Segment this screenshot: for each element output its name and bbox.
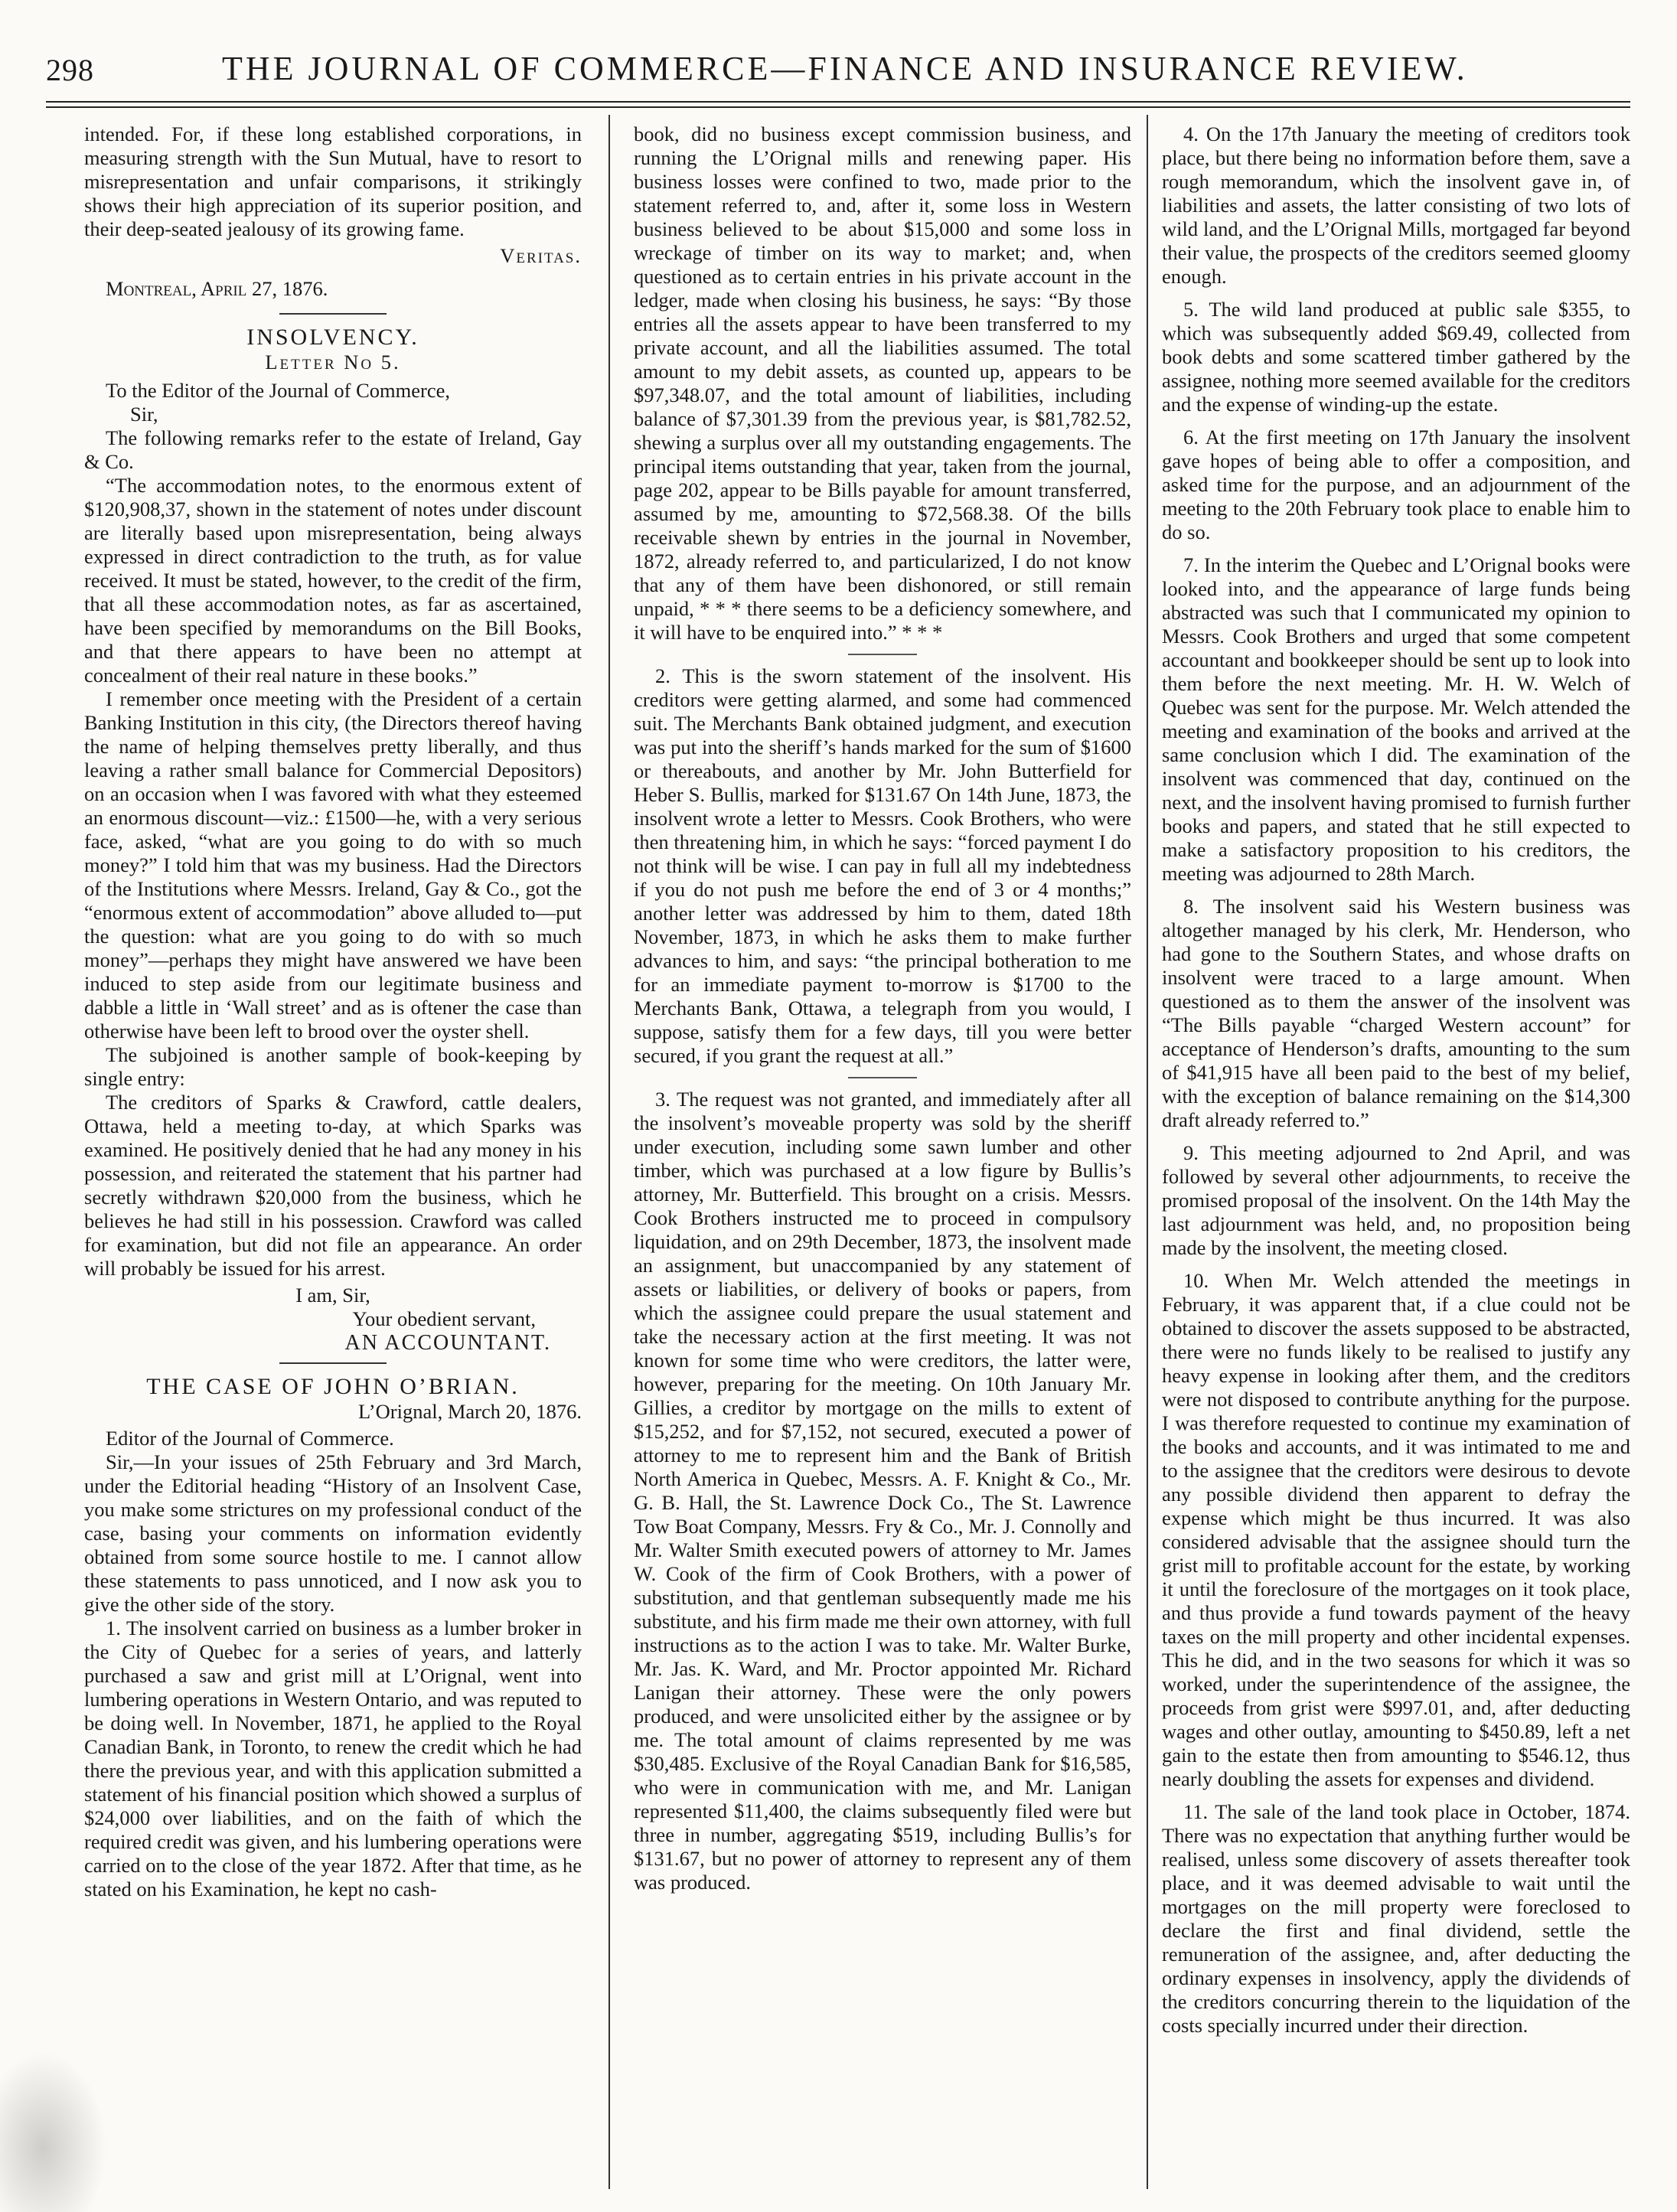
paragraph-rule: [848, 1077, 917, 1078]
paragraph: intended. For, if these long established corporations, in measuring strength with the Sun Mutual, have to resort to misrepresentation and unfair comparisons, it strikingly shows their high appreciation of its superior position, and their deep-seated jealousy of its growing fame.: [84, 122, 582, 240]
paragraph: “The accommodation notes, to the enormous extent of $120,908,37, shown in the statement of notes under discount are literally based upon misrepresentation, being always expressed in direct contradiction to the truth, as for value received. It must be stated, however, to the credit of the firm, that all these accommodation notes, as far as ascertained, have been specified by memorandums on the Bill Books, and that there appears to have been no attempt at concealment of their real nature in these books.”: [84, 474, 582, 687]
paragraph: 5. The wild land produced at public sale $355, to which was subsequently added $69.49, collected from book debts and some scattered timber gathered by the assignee, nothing more seemed available for the creditors and the expense of winding-up the estate.: [1162, 298, 1630, 416]
paragraph: book, did no business except commission business, and running the L’Orignal mills and renewing paper. His business losses were confined to two, made prior to the statement referred to, and, after it, some loss in Western business believed to be about $15,000 and some loss in wreckage of timber on its way to market; and, when questioned as to certain entries in his private account in the ledger, made when closing his business, he says: “By those entries all the assets appear to have been transferred to my private account, and all the liabilities assumed. The total amount to my debit assets, as counted up, appears to be $97,348.07, and the total amount of liabilities, including balance of $7,301.39 from the previous year, is $81,782.52, shewing a surplus over all my outstanding engagements. The principal items outstanding that year, taken from the journal, page 202, appear to be Bills payable for amount transferred, assumed by me, amounting to $72,568.38. Of the bills receivable shewn by entries in the journal in November, 1872, already referred to, and particularized, I do not know that any of them have been dishonored, or still remain unpaid, * * * there seems to be a deficiency somewhere, and it will have to be enquired into.” * * *: [634, 122, 1131, 644]
paragraph: The creditors of Sparks & Crawford, cattle dealers, Ottawa, held a meeting to-day, at which Sparks was examined. He positively denied that he had any money in his possession, and reiterated the statement that his partner had secretly withdrawn $20,000 from the business, which he believes he had still in his possession. Crawford was called for examination, but did not file an appearance. An order will probably be issued for his arrest.: [84, 1091, 582, 1280]
header-rule: [46, 101, 1630, 108]
paragraph: I remember once meeting with the President of a certain Banking Institution in this city, (the Directors thereof having the name of helping themselves pretty liberally, and thus leaving a rather small balance for Commercial Depositors) on an occasion when I was favored with what they esteemed an enormous discount—viz.: £1500—he, with a very serious face, asked, “what are you going to do with so much money?” I told him that was my business. Had the Directors of the Institutions where Messrs. Ireland, Gay & Co., got the “enormous extent of accommodation” above alluded to—put the question: what are you going to do with so much money”—perhaps they might have answered we have been induced to step aside from our legitimate business and dabble a little in ‘Wall street’ and as is oftener the case than otherwise have been left to brood over the oyster shell.: [84, 687, 582, 1042]
print-smudge: [0, 2051, 107, 2212]
paragraph: 4. On the 17th January the meeting of creditors took place, but there being no information before them, save a rough memorandum, which the insolvent gave in, of liabilities and assets, the latter consisting of two lots of wild land, and the L’Orignal Mills, mortgaged far beyond their value, the prospects of the creditors seemed gloomy enough.: [1162, 122, 1630, 288]
paragraph: Sir,—In your issues of 25th February and 3rd March, under the Editorial heading “History of an Insolvent Case, you make some strictures on my professional conduct of the case, basing your comments on information evidently obtained from some source hostile to me. I cannot allow these statements to pass unnoticed, and I now ask you to give the other side of the story.: [84, 1450, 582, 1616]
paragraph: 8. The insolvent said his Western business was altogether managed by his clerk, Mr. Henderson, who had gone to the Southern States, and whose drafts on insolvent were traced to a large amount. When questioned as to them the answer of the insolvent was “The Bills payable “charged Western account” for acceptance of Henderson’s drafts, amounting to the sum of $41,915 have all been paid to the best of my belief, with the exception of balance remaining on the $14,300 draft already referred to.”: [1162, 895, 1630, 1131]
column-3: [1162, 122, 1630, 2037]
column-2: [634, 122, 1131, 1894]
paragraph-rule: [848, 654, 917, 655]
running-title: THE JOURNAL OF COMMERCE—FINANCE AND INSURANCE REVIEW.: [222, 50, 1468, 87]
paragraph: The following remarks refer to the estate of Ireland, Gay & Co.: [84, 426, 582, 473]
paragraph: 3. The request was not granted, and immediately after all the insolvent’s moveable property was sold by the sheriff under execution, including some sawn lumber and other timber, which was purchased at a low figure by Bullis’s attorney, Mr. Butterfield. This brought on a crisis. Messrs. Cook Brothers instructed me to proceed in compulsory liquidation, and on 29th December, 1873, the insolvent made an assignment, but unaccompanied by any statement of assets or liabilities, or delivery of books or papers, from which the assignee could prepare the usual statement and take the necessary action at the first meeting. It was not known for some time who were creditors, the latter were, however, preparing for the meeting. On 10th January Mr. Gillies, a creditor by mortgage on the mills to extent of $15,252, and for $7,152, not secured, executed a power of attorney to me to represent him and the Bank of British North America in Quebec, Messrs. A. F. Knight & Co., Mr. G. B. Hall, the St. Lawrence Dock Co., The St. Lawrence Tow Boat Company, Messrs. Fry & Co., Mr. J. Connolly and Mr. Walter Smith executed powers of attorney to Mr. James W. Cook of the firm of Cook Brothers, with a power of substitution, and that gentleman subsequently made me his substitute, and his firm made me their own attorney, with full instructions as to the action I was to take. Mr. Walter Burke, Mr. Jas. K. Ward, and Mr. Proctor appointed Mr. Richard Lanigan their attorney. These were the only powers produced, and were unsolicited either by the assignee or by me. The total amount of claims represented by me was $30,485. Exclusive of the Royal Canadian Bank for $16,585, who were in communication with me, and Mr. Lanigan represented $11,400, the claims subsequently filed were but three in number, aggregating $519, including Bullis’s for $131.67, but no power of attorney to represent any of them was produced.: [634, 1088, 1131, 1894]
paragraph: 9. This meeting adjourned to 2nd April, and was followed by several other adjournments, to receive the promised proposal of the insolvent. On the 14th May the last adjournment was held, and, no proposition being made by the insolvent, the meeting closed.: [1162, 1141, 1630, 1259]
section-rule: [279, 313, 387, 315]
paragraph: 10. When Mr. Welch attended the meetings in February, it was apparent that, if a clue could not be obtained to discover the assets supposed to be abstracted, there were no funds likely to be realised to justify any heavy expense in looking after them, and the creditors were not disposed to contribute anything for the purpose. I was therefore requested to continue my examination of the books and accounts, and it was intimated to me and to the assignee that the creditors were desirous to devote any possible dividend then apparent to defray the expense which might be thus incurred. It was also considered advisable that the assignee should turn the grist mill to profitable account for the estate, by working it until the foreclosure of the mortgages on it took place, and thus provide a fund towards payment of the heavy taxes on the mill property and other incidental expenses. This he did, and in the two seasons for which it was so worked, under the superintendence of the assignee, the proceeds from grist were $997.01, and, after deducting wages and other outlay, amounting to $450.89, left a net gain to the estate then from amounting to $546.12, thus nearly doubling the assets for expenses and dividend.: [1162, 1269, 1630, 1790]
page-header: [46, 46, 1630, 100]
paragraph: 7. In the interim the Quebec and L’Orignal books were looked into, and the appearance of large funds being abstracted was such that I communicated my opinion to Messrs. Cook Brothers and urged that some competent accountant and bookkeeper should be sent up to look into them before the next meeting. Mr. H. W. Welch of Quebec was sent for the purpose. Mr. Welch attended the meeting and examination of the books and arrived at the same conclusion which I did. The examination of the insolvent was commenced that day, continued on the next, and the insolvent having promised to furnish further books and papers, and stated that he still expected to make a satisfactory proposition to his creditors, the meeting was adjourned to 28th March.: [1162, 553, 1630, 885]
closing: I am, Sir,: [295, 1284, 370, 1307]
letter-number: Letter No 5.: [265, 351, 401, 374]
closing: Your obedient servant,: [352, 1307, 536, 1330]
section-title: INSOLVENCY.: [246, 325, 419, 350]
column-divider: [608, 115, 610, 2189]
paragraph: 11. The sale of the land took place in October, 1874. There was no expectation that anything further would be realised, unless some discovery of assets thereafter took place, and it was deemed advisable to wait until the mortgages on the mill property were foreclosed to declare the first and final dividend, settle the remuneration of the assignee, and, after deducting the ordinary expenses in insolvency, apply the dividends of the creditors concurring therein to the liquidation of the costs specially incurred under their direction.: [1162, 1800, 1630, 2037]
section-title: THE CASE OF JOHN O’BRIAN.: [146, 1374, 520, 1399]
column-divider: [1147, 115, 1148, 2189]
page-number: 298: [46, 53, 94, 87]
paragraph: The subjoined is another sample of book-keeping by single entry:: [84, 1043, 582, 1090]
column-1: [84, 122, 582, 1901]
paragraph: 1. The insolvent carried on business as a lumber broker in the City of Quebec for a series of years, and latterly purchased a saw and grist mill at L’Orignal, went into lumbering operations in Western Ontario, and was reputed to be doing well. In November, 1871, he applied to the Royal Canadian Bank, in Toronto, to renew the credit which he had there the previous year, and with this application submitted a statement of his financial position which showed a surplus of $24,000 over liabilities, and on the faith of which the required credit was given, and his lumbering operations were carried on to the close of the year 1872. After that time, as he stated on his Examination, he kept no cash-: [84, 1617, 582, 1900]
addressee: To the Editor of the Journal of Commerce,: [106, 379, 450, 402]
paragraph: 2. This is the sworn statement of the insolvent. His creditors were getting alarmed, and some had commenced suit. The Merchants Bank obtained judgment, and execution was put into the sheriff’s hands marked for the sum of $1600 or thereabouts, and another by Mr. John Butterfield for Heber S. Bullis, marked for $131.67 On 14th June, 1873, the insolvent wrote a letter to Messrs. Cook Brothers, who were then threatening him, in which he says: “forced payment I do not think will be wise. I can pay in full all my indebtedness if you do not push me before the end of 3 or 4 months;” another letter was addressed by him to them, dated 18th November, 1873, in which he asks them to make further advances to him, and says: “the principal botheration to me for an immediate payment to-morrow is $1700 to the Merchants Bank, Ottawa, a telegraph from you would, I suppose, satisfy them for a few days, till you were better secured, if you grant the request at all.”: [634, 664, 1131, 1067]
salutation: Sir,: [130, 403, 158, 426]
placeline: L’Orignal, March 20, 1876.: [358, 1400, 582, 1423]
paragraph: 6. At the first meeting on 17th January the insolvent gave hopes of being able to offer a composition, and asked time for the purpose, and an adjournment of the meeting to the 20th February took place to enable him to do so.: [1162, 426, 1630, 543]
signature: Veritas.: [500, 244, 582, 267]
dateline: Montreal, April 27, 1876.: [106, 277, 328, 300]
addressee: Editor of the Journal of Commerce.: [106, 1427, 394, 1450]
section-rule: [279, 1362, 387, 1364]
closing-signature: AN ACCOUNTANT.: [344, 1331, 551, 1355]
